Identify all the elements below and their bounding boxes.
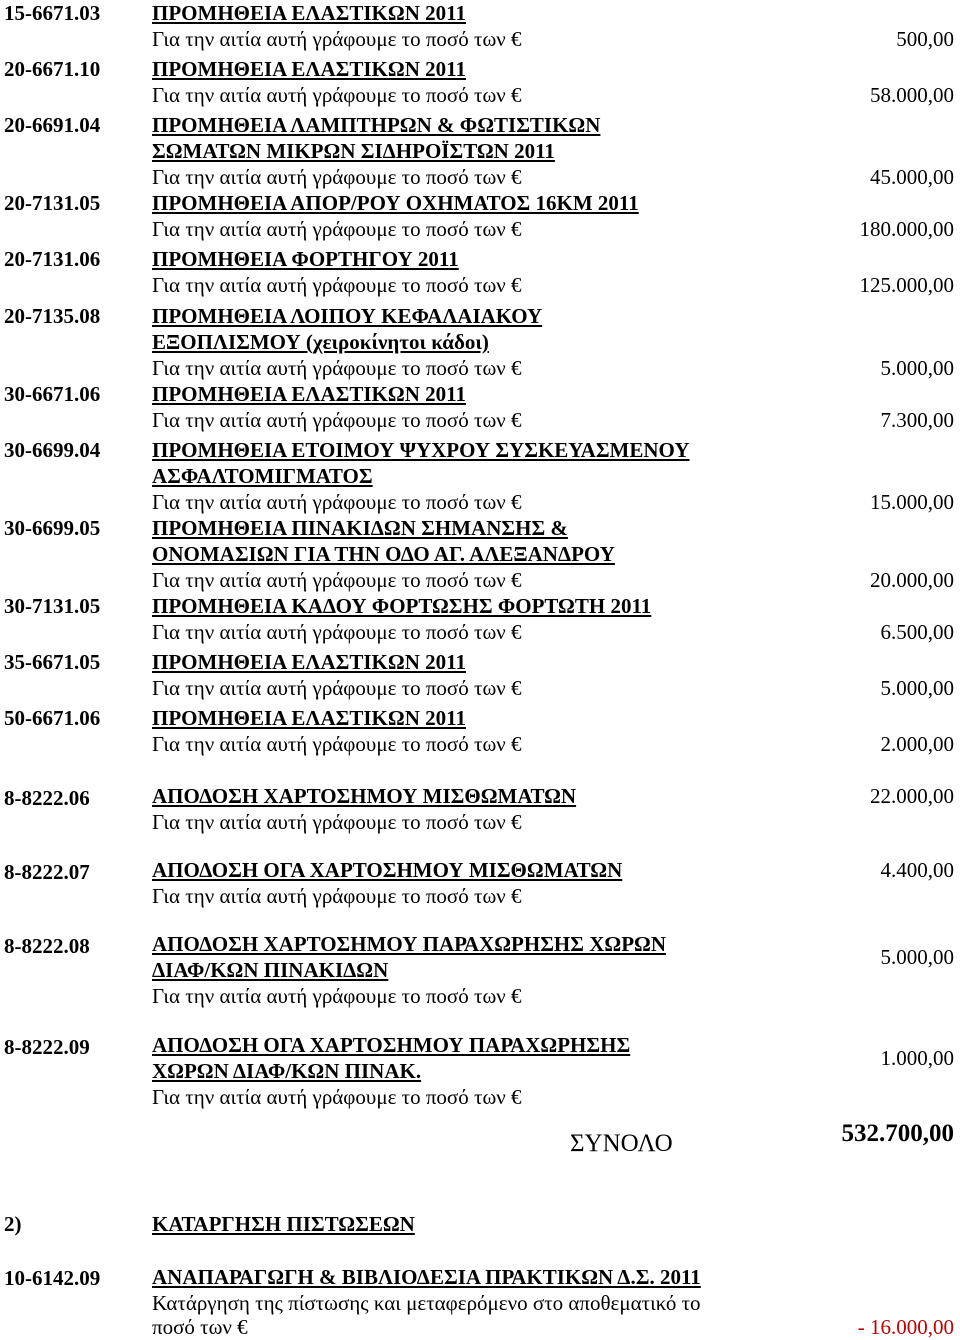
entry-amount: 7.300,00: [880, 408, 954, 432]
entry-code: 20-7131.05: [4, 191, 101, 215]
entry-amount: 15.000,00: [870, 490, 954, 514]
entry-code: 8-8222.06: [4, 786, 90, 810]
entry-title: ΑΠΟΔΟΣΗ ΟΓΑ ΧΑΡΤΟΣΗΜΟΥ ΠΑΡΑΧΩΡΗΣΗΣ: [152, 1033, 631, 1057]
entry-title: ΑΠΟΔΟΣΗ ΟΓΑ ΧΑΡΤΟΣΗΜΟΥ ΜΙΣΘΩΜΑΤΩΝ: [152, 858, 623, 882]
entry-amount: 1.000,00: [880, 1046, 954, 1070]
entry-description: Για την αιτία αυτή γράφουμε το ποσό των €: [152, 83, 522, 107]
entry-title: ΠΡΟΜΗΘΕΙΑ ΕΛΑΣΤΙΚΩΝ 2011: [152, 57, 466, 81]
entry-code: 20-6671.10: [4, 57, 101, 81]
entry-amount: 180.000,00: [859, 217, 954, 241]
entry-description: Για την αιτία αυτή γράφουμε το ποσό των €: [152, 568, 522, 592]
entry-code: 30-6699.04: [4, 438, 101, 462]
entry-description: Κατάργηση της πίστωσης και μεταφερόμενο στο αποθεματικό το: [152, 1291, 701, 1315]
entry-amount: 125.000,00: [859, 273, 954, 297]
entry-amount: 5.000,00: [880, 676, 954, 700]
entry-amount: 500,00: [896, 27, 954, 51]
entry-code: 30-7131.05: [4, 594, 101, 618]
entry-description: Για την αιτία αυτή γράφουμε το ποσό των €: [152, 217, 522, 241]
section-heading: ΚΑΤΑΡΓΗΣΗ ΠΙΣΤΩΣΕΩΝ: [152, 1212, 415, 1236]
entry-title: ΑΠΟΔΟΣΗ ΧΑΡΤΟΣΗΜΟΥ ΠΑΡΑΧΩΡΗΣΗΣ ΧΩΡΩΝ: [152, 932, 667, 956]
entry-title: ΠΡΟΜΗΘΕΙΑ ΛΟΙΠΟΥ ΚΕΦΑΛΑΙΑΚΟΥ: [152, 304, 543, 328]
entry-amount: 5.000,00: [880, 945, 954, 969]
total-amount: 532.700,00: [841, 1120, 954, 1147]
entry-amount: 45.000,00: [870, 165, 954, 189]
entry-title: ΠΡΟΜΗΘΕΙΑ ΕΛΑΣΤΙΚΩΝ 2011: [152, 650, 466, 674]
entry-code: 8-8222.08: [4, 934, 90, 958]
total-label: ΣΥΝΟΛΟ: [570, 1130, 673, 1157]
entry-description: Για την αιτία αυτή γράφουμε το ποσό των €: [152, 620, 522, 644]
entry-amount: 4.400,00: [880, 858, 954, 882]
entry-title: ΠΡΟΜΗΘΕΙΑ ΕΛΑΣΤΙΚΩΝ 2011: [152, 706, 466, 730]
entry-description: Για την αιτία αυτή γράφουμε το ποσό των €: [152, 1085, 522, 1109]
entry-amount: 2.000,00: [880, 732, 954, 756]
entry-description: Για την αιτία αυτή γράφουμε το ποσό των €: [152, 884, 522, 908]
entry-code: 30-6699.05: [4, 516, 101, 540]
entry-code: 20-7135.08: [4, 304, 101, 328]
entry-description: Για την αιτία αυτή γράφουμε το ποσό των €: [152, 810, 522, 834]
entry-code: 20-6691.04: [4, 113, 101, 137]
entry-amount: 22.000,00: [870, 784, 954, 808]
entry-amount: 20.000,00: [870, 568, 954, 592]
entry-code: 20-7131.06: [4, 247, 101, 271]
entry-title: ΠΡΟΜΗΘΕΙΑ ΕΛΑΣΤΙΚΩΝ 2011: [152, 382, 466, 406]
entry-title: ΑΠΟΔΟΣΗ ΧΑΡΤΟΣΗΜΟΥ ΜΙΣΘΩΜΑΤΩΝ: [152, 784, 577, 808]
entry-description: Για την αιτία αυτή γράφουμε το ποσό των €: [152, 732, 522, 756]
entry-code: 50-6671.06: [4, 706, 101, 730]
entry-code: 30-6671.06: [4, 382, 101, 406]
entry-title: ΕΞΟΠΛΙΣΜΟΥ (χειροκίνητοι κάδοι): [152, 330, 489, 354]
entry-title: ΠΡΟΜΗΘΕΙΑ ΕΤΟΙΜΟΥ ΨΥΧΡΟΥ ΣΥΣΚΕΥΑΣΜΕΝΟΥ: [152, 438, 690, 462]
entry-title: ΣΩΜΑΤΩΝ ΜΙΚΡΩΝ ΣΙΔΗΡΟΪΣΤΩΝ 2011: [152, 139, 555, 163]
section-number: 2): [4, 1212, 22, 1236]
entry-title: ΟΝΟΜΑΣΙΩΝ ΓΙΑ ΤΗΝ ΟΔΟ ΑΓ. ΑΛΕΞΑΝΔΡΟΥ: [152, 542, 615, 566]
entry-amount: 58.000,00: [870, 83, 954, 107]
entry-title: ΠΡΟΜΗΘΕΙΑ ΕΛΑΣΤΙΚΩΝ 2011: [152, 1, 466, 25]
entry-title: ΠΡΟΜΗΘΕΙΑ ΚΑΔΟΥ ΦΟΡΤΩΣΗΣ ΦΟΡΤΩΤΗ 2011: [152, 594, 652, 618]
entry-amount: 5.000,00: [880, 356, 954, 380]
entry-description: Για την αιτία αυτή γράφουμε το ποσό των €: [152, 676, 522, 700]
entry-title: ΑΝΑΠΑΡΑΓΩΓΗ & ΒΙΒΛΙΟΔΕΣΙΑ ΠΡΑΚΤΙΚΩΝ Δ.Σ. 2011: [152, 1265, 701, 1289]
entry-description: Για την αιτία αυτή γράφουμε το ποσό των €: [152, 273, 522, 297]
entry-description: Για την αιτία αυτή γράφουμε το ποσό των €: [152, 356, 522, 380]
entry-code: 10-6142.09: [4, 1266, 101, 1290]
entry-code: 15-6671.03: [4, 1, 101, 25]
entry-description: Για την αιτία αυτή γράφουμε το ποσό των €: [152, 165, 522, 189]
entry-description: Για την αιτία αυτή γράφουμε το ποσό των €: [152, 27, 522, 51]
entry-title: ΔΙΑΦ/ΚΩΝ ΠΙΝΑΚΙΔΩΝ: [152, 958, 389, 982]
entry-amount: 6.500,00: [880, 620, 954, 644]
entry-description: Για την αιτία αυτή γράφουμε το ποσό των €: [152, 408, 522, 432]
entry-title: ΠΡΟΜΗΘΕΙΑ ΛΑΜΠΤΗΡΩΝ & ΦΩΤΙΣΤΙΚΩΝ: [152, 113, 601, 137]
entry-title: ΠΡΟΜΗΘΕΙΑ ΠΙΝΑΚΙΔΩΝ ΣΗΜΑΝΣΗΣ &: [152, 516, 568, 540]
entry-title: ΧΩΡΩΝ ΔΙΑΦ/ΚΩΝ ΠΙΝΑΚ.: [152, 1059, 422, 1083]
entry-description: Για την αιτία αυτή γράφουμε το ποσό των €: [152, 490, 522, 514]
entry-title: ΠΡΟΜΗΘΕΙΑ ΑΠΟΡ/ΡΟΥ ΟΧΗΜΑΤΟΣ 16ΚΜ 2011: [152, 191, 639, 215]
entry-amount: - 16.000,00: [857, 1315, 954, 1339]
entry-description: Για την αιτία αυτή γράφουμε το ποσό των €: [152, 984, 522, 1008]
entry-title: ΑΣΦΑΛΤΟΜΙΓΜΑΤΟΣ: [152, 464, 373, 488]
entry-code: 8-8222.07: [4, 860, 90, 884]
entry-description: ποσό των €: [152, 1315, 248, 1339]
entry-code: 8-8222.09: [4, 1035, 90, 1059]
entry-title: ΠΡΟΜΗΘΕΙΑ ΦΟΡΤΗΓΟΥ 2011: [152, 247, 459, 271]
entry-code: 35-6671.05: [4, 650, 101, 674]
